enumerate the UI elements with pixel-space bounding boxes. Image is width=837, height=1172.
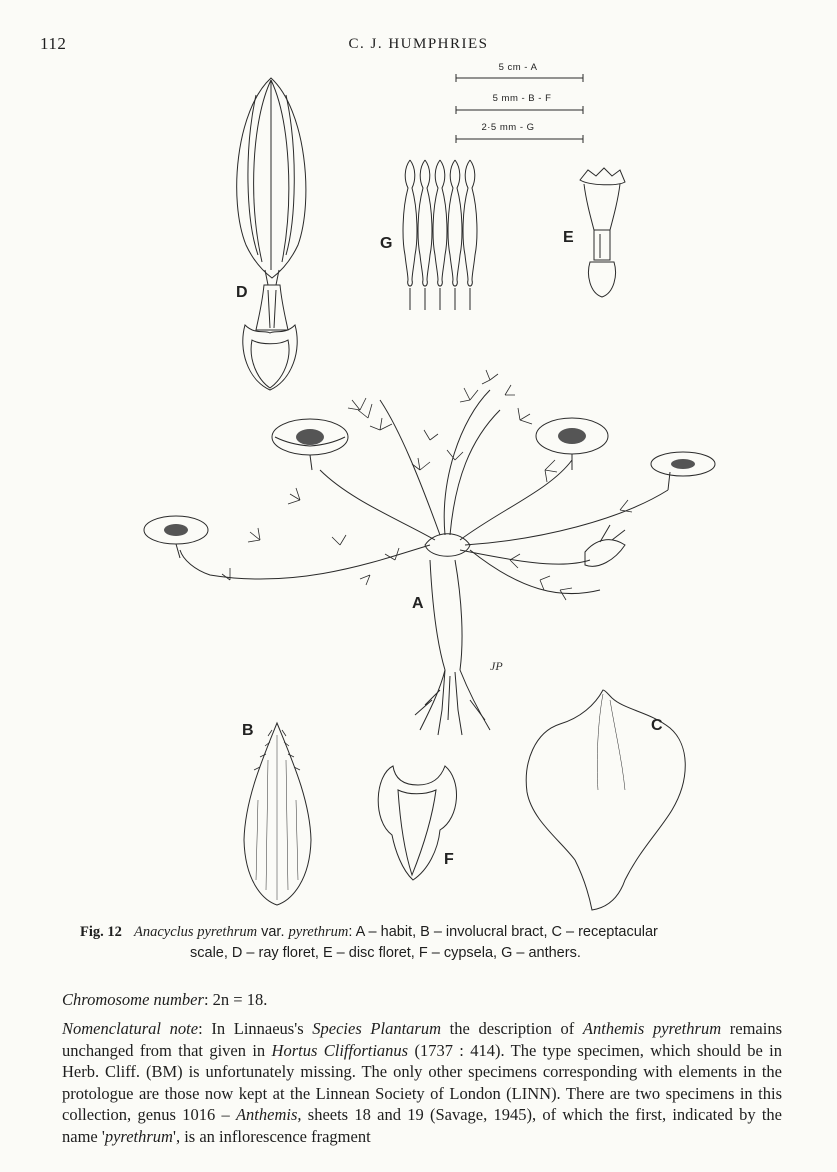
label-g: G: [380, 235, 393, 252]
flower-head-3: [651, 452, 715, 490]
nomenclatural-label: Nomenclatural note: [62, 1019, 199, 1038]
caption-line2: scale, D – ray floret, E – disc floret, F – cypsela, G – anthers.: [190, 945, 581, 961]
figure-caption: [80, 922, 800, 964]
caption-line1: : A – habit, B – involucral bract, C – receptacular: [348, 924, 658, 940]
flower-head-1: [272, 419, 348, 470]
nom-italic-3: Hortus Cliffortianus: [271, 1040, 409, 1060]
nomenclatural-note-paragraph: [62, 1018, 782, 1147]
ray-floret-drawing: [236, 78, 306, 390]
label-a: A: [412, 595, 424, 612]
disc-floret-drawing: [563, 168, 625, 297]
nom-italic-5: pyrethrum: [104, 1126, 173, 1146]
habit-drawing: [144, 370, 715, 735]
nom-text-6: ', is an inflorescence fragment: [172, 1126, 371, 1146]
chromosome-label: Chromosome number: [62, 990, 204, 1009]
label-d: D: [236, 284, 248, 301]
caption-taxon: Anacyclus pyrethrum: [133, 924, 258, 940]
caption-var: var.: [261, 924, 285, 940]
chromosome-value: : 2n = 18.: [203, 990, 268, 1009]
involucral-bract-drawing: [242, 722, 311, 905]
anthers-drawing: [380, 160, 477, 310]
label-b: B: [242, 722, 254, 739]
label-c: C: [651, 717, 663, 734]
caption-variety: pyrethrum: [288, 924, 349, 940]
figure-number: Fig. 12: [80, 924, 122, 940]
nom-text-5: sheets 18 and 19 (Savage, 1945), of which the first, indicated by the name ': [62, 1105, 782, 1146]
label-f: F: [444, 851, 454, 868]
chromosome-number-paragraph: [62, 989, 782, 1011]
page-number: 112: [40, 34, 67, 53]
nom-text-3: remains unchanged from that given in: [62, 1019, 783, 1060]
running-head: C. J. HUMPHRIES: [348, 36, 489, 52]
scale-label-g: 2·5 mm - G: [481, 122, 535, 133]
scale-label-b-f: 5 mm - B - F: [492, 93, 552, 104]
nom-text-1: : In Linnaeus's: [198, 1019, 313, 1038]
nom-text-2: the description of: [441, 1019, 583, 1038]
label-e: E: [563, 229, 574, 246]
flower-head-5: [585, 525, 625, 566]
flower-head-2: [536, 418, 608, 470]
nom-italic-2: Anthemis pyrethrum: [582, 1019, 722, 1038]
artist-initials: JP: [490, 659, 503, 673]
scale-bars: [456, 62, 583, 143]
receptacular-scale-drawing: [526, 690, 685, 910]
scale-label-a: 5 cm - A: [498, 62, 538, 73]
flower-head-4: [144, 516, 208, 558]
nom-text-4: (1737 : 414). The type specimen, which should be in Herb. Cliff. (BM) is unfortunately missing. The only other specimens corresponding with elements in the protologue are those now kept at the Linnean Society of London (LINN). There are two specimens in this collection, genus 1016 –: [62, 1040, 782, 1124]
nom-italic-1: Species Plantarum: [312, 1019, 442, 1038]
nom-italic-4: Anthemis,: [235, 1105, 302, 1124]
cypsela-drawing: [378, 766, 456, 880]
